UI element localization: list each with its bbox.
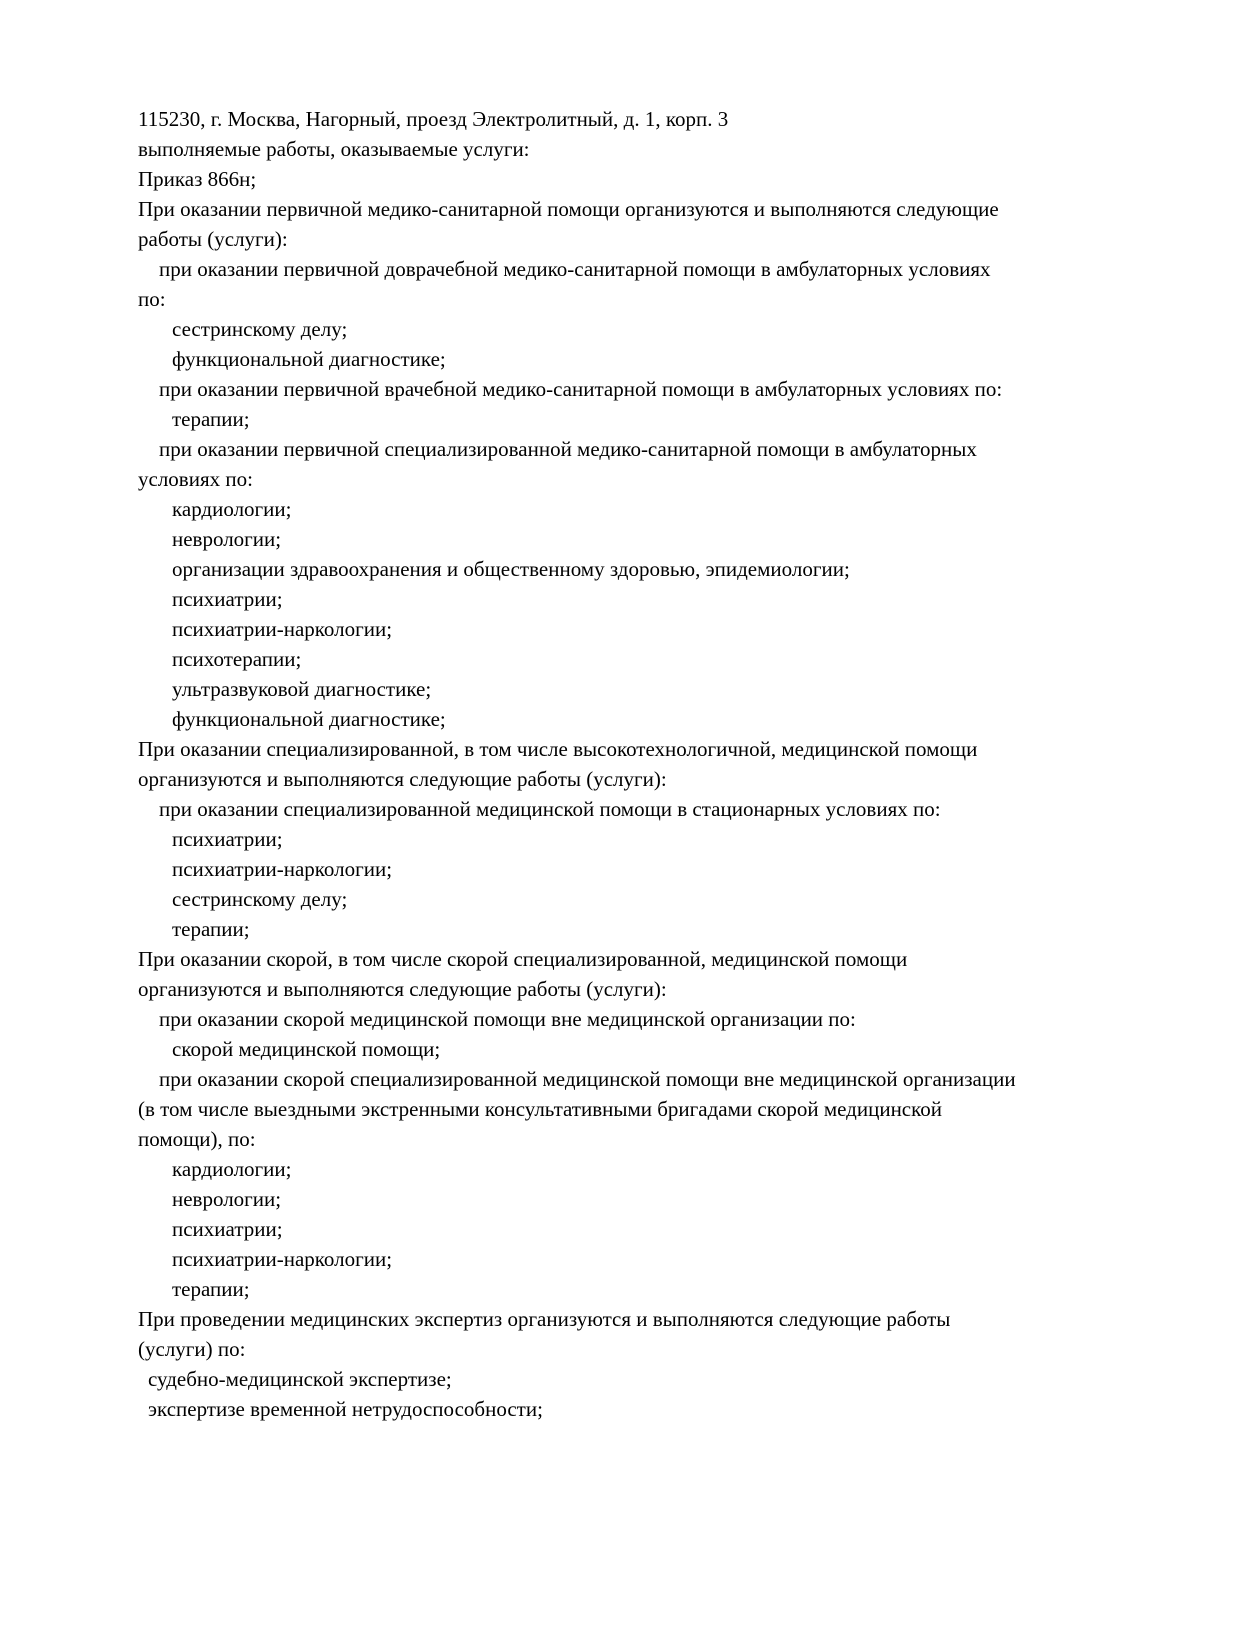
text-line: психиатрии; (172, 827, 283, 851)
text-line: психиатрии-наркологии; (172, 1247, 393, 1271)
text-line: выполняемые работы, оказываемые услуги: (138, 137, 530, 161)
text-line: судебно-медицинской экспертизе; (148, 1367, 452, 1391)
text-line: скорой медицинской помощи; (172, 1037, 441, 1061)
text-line: условиях по: (138, 467, 253, 491)
text-line: помощи), по: (138, 1127, 256, 1151)
text-line: При оказании специализированной, в том числе высокотехнологичной, медицинской помощи (138, 737, 978, 761)
text-line: при оказании первичной доврачебной медико-санитарной помощи в амбулаторных условиях (159, 257, 991, 281)
text-line: при оказании скорой специализированной медицинской помощи вне медицинской организации (159, 1067, 1016, 1091)
text-line: неврологии; (172, 1187, 282, 1211)
text-line: при оказании первичной специализированной медико-санитарной помощи в амбулаторных (159, 437, 977, 461)
text-line: при оказании первичной врачебной медико-санитарной помощи в амбулаторных условиях по: (159, 377, 1003, 401)
text-line: психиатрии; (172, 587, 283, 611)
text-line: кардиологии; (172, 1157, 292, 1181)
text-line: терапии; (172, 1277, 250, 1301)
text-line: работы (услуги): (138, 227, 288, 251)
text-line: по: (138, 287, 166, 311)
text-line: организации здравоохранения и общественному здоровью, эпидемиологии; (172, 557, 850, 581)
text-line: (услуги) по: (138, 1337, 246, 1361)
text-line: сестринскому делу; (172, 887, 348, 911)
text-line: психиатрии; (172, 1217, 283, 1241)
text-line: при оказании скорой медицинской помощи вне медицинской организации по: (159, 1007, 856, 1031)
text-line: неврологии; (172, 527, 282, 551)
text-line: экспертизе временной нетрудоспособности; (148, 1397, 543, 1421)
text-line: терапии; (172, 917, 250, 941)
text-line: сестринскому делу; (172, 317, 348, 341)
text-line: При проведении медицинских экспертиз организуются и выполняются следующие работы (138, 1307, 951, 1331)
text-line: При оказании первичной медико-санитарной помощи организуются и выполняются следующие (138, 197, 999, 221)
text-line: При оказании скорой, в том числе скорой специализированной, медицинской помощи (138, 947, 908, 971)
text-line: организуются и выполняются следующие работы (услуги): (138, 767, 667, 791)
text-line: ультразвуковой диагностике; (172, 677, 432, 701)
text-line: Приказ 866н; (138, 167, 257, 191)
text-line: психиатрии-наркологии; (172, 617, 393, 641)
text-line: 115230, г. Москва, Нагорный, проезд Электролитный, д. 1, корп. 3 (138, 107, 729, 131)
text-line: терапии; (172, 407, 250, 431)
text-line: организуются и выполняются следующие работы (услуги): (138, 977, 667, 1001)
text-line: кардиологии; (172, 497, 292, 521)
text-line: (в том числе выездными экстренными консультативными бригадами скорой медицинской (138, 1097, 942, 1121)
document-text (138, 104, 1138, 1424)
text-line: психиатрии-наркологии; (172, 857, 393, 881)
text-line: функциональной диагностике; (172, 707, 446, 731)
text-line: функциональной диагностике; (172, 347, 446, 371)
text-line: при оказании специализированной медицинской помощи в стационарных условиях по: (159, 797, 941, 821)
text-line: психотерапии; (172, 647, 302, 671)
